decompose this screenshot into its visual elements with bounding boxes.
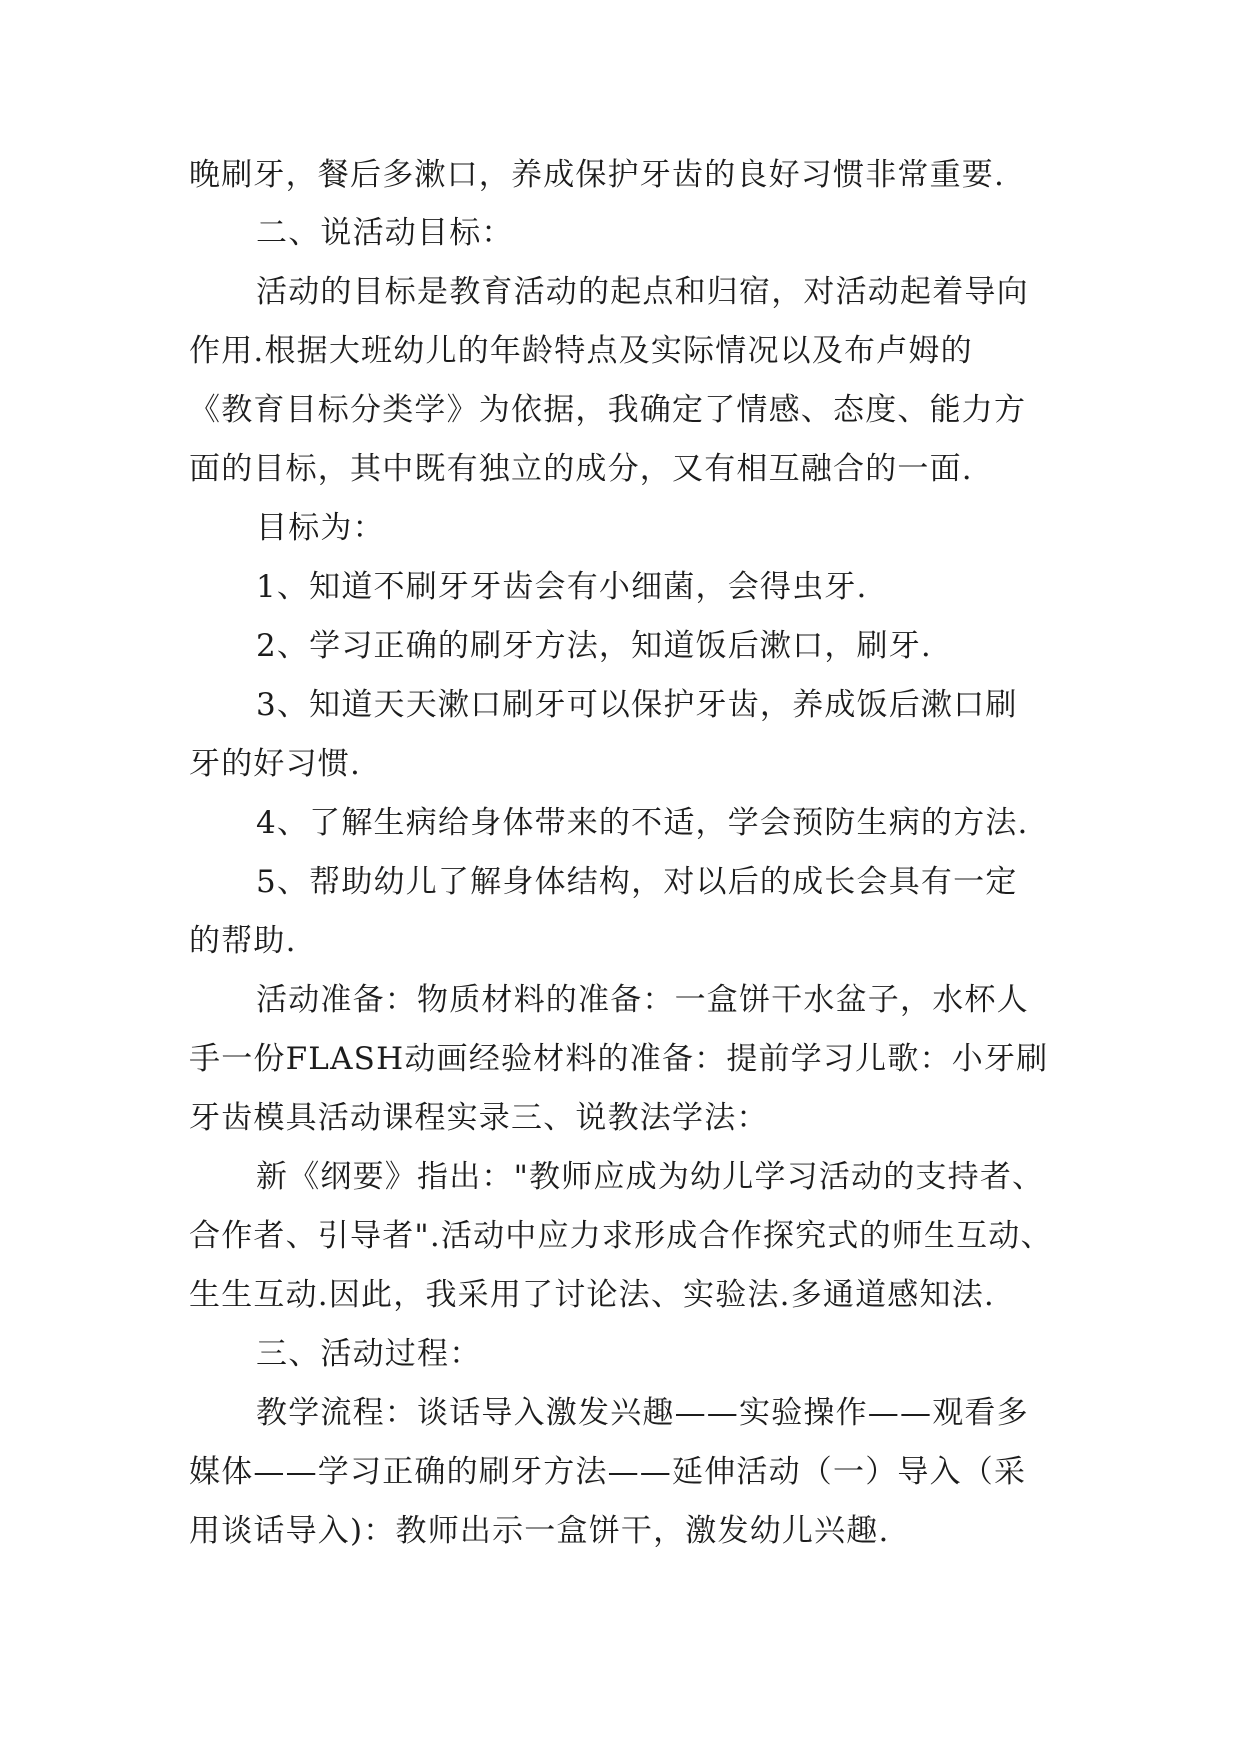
text-line: 教学流程：谈话导入激发兴趣——实验操作——观看多 xyxy=(256,1395,1029,1431)
text-line: 面的目标，其中既有独立的成分，又有相互融合的一面. xyxy=(189,451,973,487)
list-item: 1、知道不刷牙牙齿会有小细菌，会得虫牙. xyxy=(256,569,868,605)
text-line: 手一份FLASH动画经验材料的准备：提前学习儿歌：小牙刷 xyxy=(189,1041,1049,1077)
text-line: 合作者、引导者".活动中应力求形成合作探究式的师生互动、 xyxy=(189,1218,1053,1254)
text-line: 活动的目标是教育活动的起点和归宿，对活动起着导向 xyxy=(256,274,1029,310)
list-item: 3、知道天天漱口刷牙可以保护牙齿，养成饭后漱口刷 xyxy=(256,687,1018,723)
text-line: 《教育目标分类学》为依据，我确定了情感、态度、能力方 xyxy=(189,392,1027,428)
list-item: 5、帮助幼儿了解身体结构，对以后的成长会具有一定 xyxy=(256,864,1018,900)
text-line: 新《纲要》指出："教师应成为幼儿学习活动的支持者、 xyxy=(256,1159,1045,1195)
list-item: 2、学习正确的刷牙方法，知道饭后漱口，刷牙. xyxy=(256,628,932,664)
list-item: 4、了解生病给身体带来的不适，学会预防生病的方法. xyxy=(256,805,1029,841)
text-line: 牙齿模具活动课程实录三、说教法学法： xyxy=(189,1100,769,1136)
text-line: 的帮助. xyxy=(189,923,297,959)
text-line: 作用.根据大班幼儿的年龄特点及实际情况以及布卢姆的 xyxy=(189,333,973,369)
section-heading: 三、活动过程： xyxy=(256,1336,482,1372)
text-line: 牙的好习惯. xyxy=(189,746,362,782)
text-line: 目标为： xyxy=(256,510,385,546)
text-line: 晚刷牙，餐后多漱口，养成保护牙齿的良好习惯非常重要. xyxy=(189,157,1006,193)
text-line: 生生互动.因此，我采用了讨论法、实验法.多通道感知法. xyxy=(189,1277,995,1313)
text-line: 媒体——学习正确的刷牙方法——延伸活动（一）导入（采 xyxy=(189,1454,1027,1490)
text-line: 用谈话导入)：教师出示一盒饼干，激发幼儿兴趣. xyxy=(189,1513,890,1549)
text-line: 活动准备：物质材料的准备：一盒饼干水盆子，水杯人 xyxy=(256,982,1029,1018)
section-heading: 二、说活动目标： xyxy=(256,215,514,251)
